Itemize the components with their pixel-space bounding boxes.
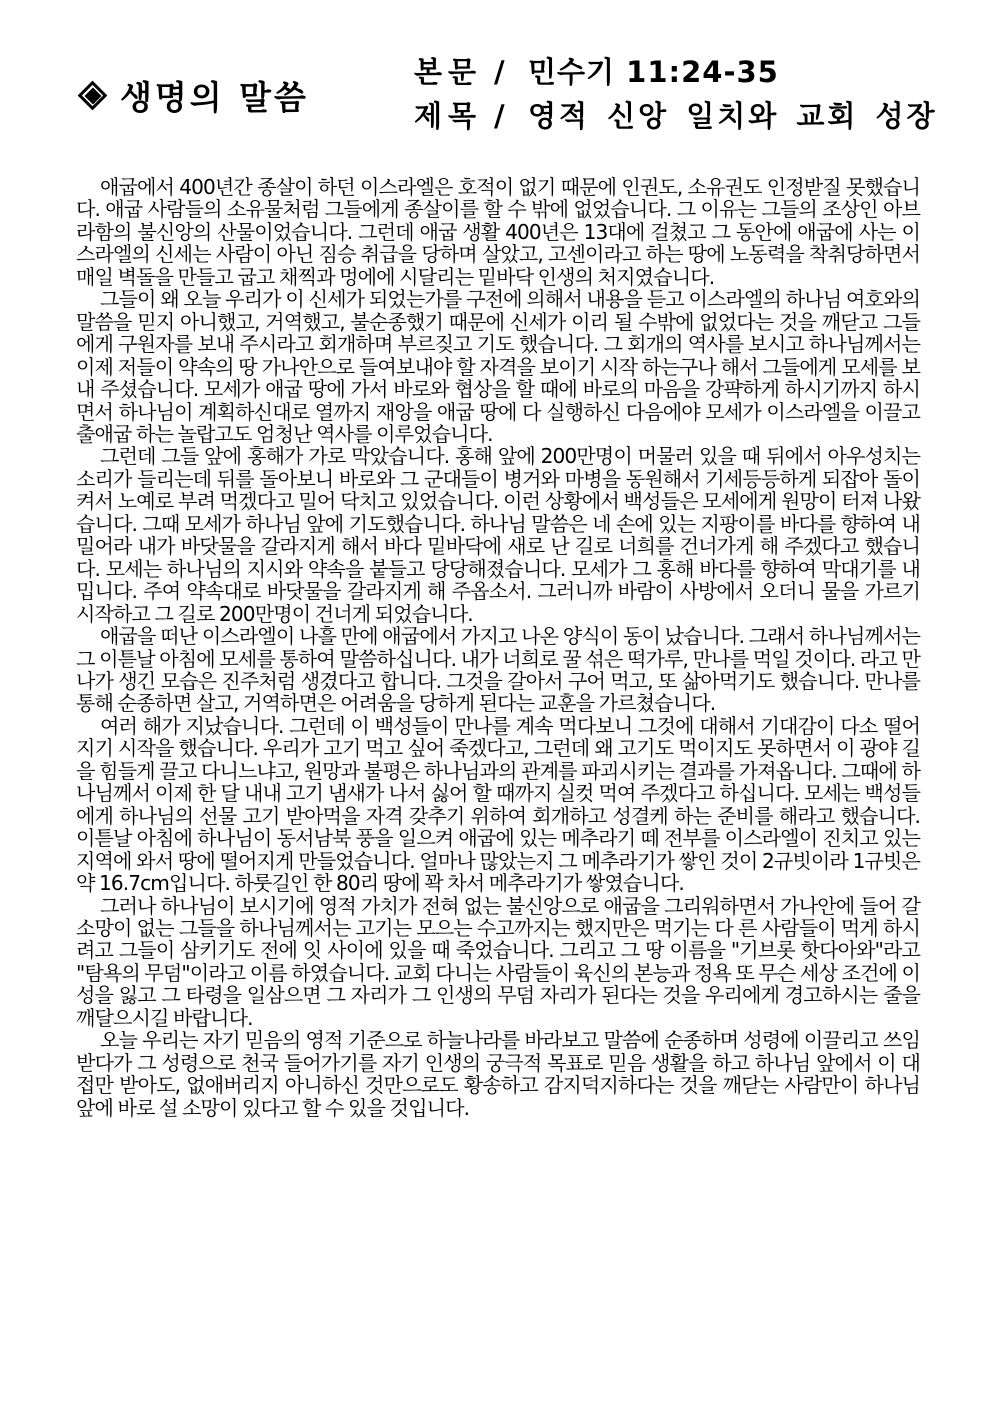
paragraph: 그런데 그들 앞에 홍해가 가로 막았습니다. 홍해 앞에 200만명이 머물러 있을 때 뒤에서 아우성치는 소리가 들리는데 뒤를 돌아보니 바로와 그 군대들이 병거와 마병을 동원해서 기세등등하게 되잡아 돌이켜서 노예로 부려 먹겠다고 밀어 닥치고 있었습니다. 이런 상황에서 백성들은 모세에게 원망이 터져 나왔습니다. 그때 모세가 하나님 앞에 기도했습니다. 하나님 말씀은 네 손에 있는 지팡이를 바다를 향하여 내밀어라 내가 바닷물을 갈라지게 해서 바다 밑바닥에 새로 난 길로 너희를 건너가게 해 주겠다고 했습니다. 모세는 하나님의 지시와 약속을 붙들고 당당해졌습니다. 모세가 그 홍해 바다를 향하여 막대기를 내밉니다. 주여 약속대로 바닷물을 갈라지게 해 주옵소서. 그러니까 바람이 사방에서 오더니 물을 가르기 시작하고 그 길로 200만명이 건너게 되었습니다. [76, 444, 920, 626]
scripture-separator: / [494, 55, 505, 89]
sermon-meta [414, 50, 938, 138]
title-row [414, 94, 938, 138]
paragraph: 애굽에서 400년간 종살이 하던 이스라엘은 호적이 없기 때문에 인권도, 소유권도 인정받질 못했습니다. 애굽 사람들의 소유물처럼 그들에게 종살이를 할 수 밖에 없었습니다. 그 이유는 그들의 조상인 아브라함의 불신앙의 산물이었습니다. 그런데 애굽 생활 400년은 13대에 걸쳤고 그 동안에 애굽에 사는 이스라엘의 신세는 사람이 아닌 짐승 취급을 당하며 살았고, 고센이라고 하는 땅에 노동력을 착취당하면서 매일 벽돌을 만들고 굽고 채찍과 멍에에 시달리는 밑바닥 인생의 처지였습니다. [76, 175, 920, 289]
paragraph: 애굽을 떠난 이스라엘이 나흘 만에 애굽에서 가지고 나온 양식이 동이 났습니다. 그래서 하나님께서는 그 이튿날 아침에 모세를 통하여 말씀하십니다. 내가 너희로 꿀 섞은 떡가루, 만나를 먹일 것이다. 라고 만나가 생긴 모습은 진주처럼 생겼다고 합니다. 그것을 갈아서 구어 먹고, 또 삶아먹기도 했습니다. 만나를 통해 순종하면 살고, 거역하면은 어려움을 당하게 된다는 교훈을 가르쳤습니다. [76, 624, 920, 716]
paragraph: 오늘 우리는 자기 믿음의 영적 기준으로 하늘나라를 바라보고 말씀에 순종하며 성령에 이끌리고 쓰임 받다가 그 성령으로 천국 들어가기를 자기 인생의 궁극적 목표로 믿음 생활을 하고 하나님 앞에서 이 대접만 받아도, 없애버리지 아니하신 것만으로도 황송하고 감지덕지하다는 것을 깨닫는 사람만이 하나님 앞에 바로 설 소망이 있다고 할 수 있을 것입니다. [76, 1028, 920, 1120]
section-title-text: 생명의 말씀 [120, 78, 309, 117]
sermon-title: 영적 신앙 일치와 교회 성장 [528, 99, 938, 133]
title-label: 제목 [414, 99, 483, 133]
page-header [0, 0, 992, 150]
paragraph: 여러 해가 지났습니다. 그런데 이 백성들이 만나를 계속 먹다보니 그것에 대해서 기대감이 다소 떨어지기 시작을 했습니다. 우리가 고기 먹고 싶어 죽겠다고, 그런데 왜 고기도 먹이지도 못하면서 이 광야 길을 힘들게 끌고 다니느냐고, 원망과 불평은 하나님과의 관계를 파괴시키는 결과를 가져옵니다. 그때에 하나님께서 이제 한 달 내내 고기 냄새가 나서 싫어 할 때까지 실컷 먹여 주겠다고 하십니다. 모세는 백성들에게 하나님의 선물 고기 받아먹을 자격 갖추기 위하여 회개하고 성결케 하는 준비를 해라고 했습니다. 이튿날 아침에 하나님이 동서남북 풍을 일으켜 애굽에 있는 메추라기 떼 전부를 이스라엘이 진치고 있는 지역에 와서 땅에 떨어지게 만들었습니다. 얼마나 많았는지 그 메추라기가 쌓인 것이 2규빗이라 1규빗은 약 16.7cm입니다. 하룻길인 한 80리 땅에 꽉 차서 메추라기가 쌓였습니다. [76, 713, 920, 896]
scripture-reference: 민수기 11:24-35 [528, 55, 779, 89]
title-separator: / [494, 99, 505, 133]
paragraph: 그러나 하나님이 보시기에 영적 가치가 전혀 없는 불신앙으로 애굽을 그리워하면서 가나안에 들어 갈 소망이 없는 그들을 하나님께서는 고기는 모으는 수고까지는 했지만은 먹기는 다 른 사람들이 먹게 하시려고 그들이 삼키기도 전에 잇 사이에 있을 때 죽었습니다. 그리고 그 땅 이름을 "기브롯 핫다아와"라고 "탐욕의 무덤"이라고 이름 하였습니다. 교회 다니는 사람들이 육신의 본능과 정욕 또 무슨 세상 조건에 이성을 잃고 그 타령을 일삼으면 그 자리가 그 인생의 무덤 자리가 된다는 것을 우리에게 경고하시는 줄을 깨달으시길 바랍니다. [76, 893, 920, 1030]
sermon-body [76, 176, 920, 1119]
diamond-bullet-icon [78, 81, 108, 111]
section-title [78, 72, 309, 119]
scripture-row [414, 50, 938, 94]
scripture-label: 본문 [414, 55, 483, 89]
paragraph: 그들이 왜 오늘 우리가 이 신세가 되었는가를 구전에 의해서 내용을 듣고 이스라엘의 하나님 여호와의 말씀을 믿지 아니했고, 거역했고, 불순종했기 때문에 신세가 이리 될 수밖에 없었다는 것을 깨닫고 그들에게 구원자를 보내 주시라고 회개하며 부르짖고 기도 했습니다. 그 회개의 역사를 보시고 하나님께서는 이제 저들이 약속의 땅 가나안으로 들여보내야 할 자격을 보이기 시작 하는구나 해서 그들에게 모세를 보내 주셨습니다. 모세가 애굽 땅에 가서 바로와 협상을 할 때에 바로의 마음을 강퍅하게 하시기까지 하시면서 하나님이 계획하신대로 열까지 재앙을 애굽 땅에 다 실행하신 다음에야 모세가 이스라엘을 이끌고 출애굽 하는 놀랍고도 엄청난 역사를 이루었습니다. [76, 287, 920, 446]
